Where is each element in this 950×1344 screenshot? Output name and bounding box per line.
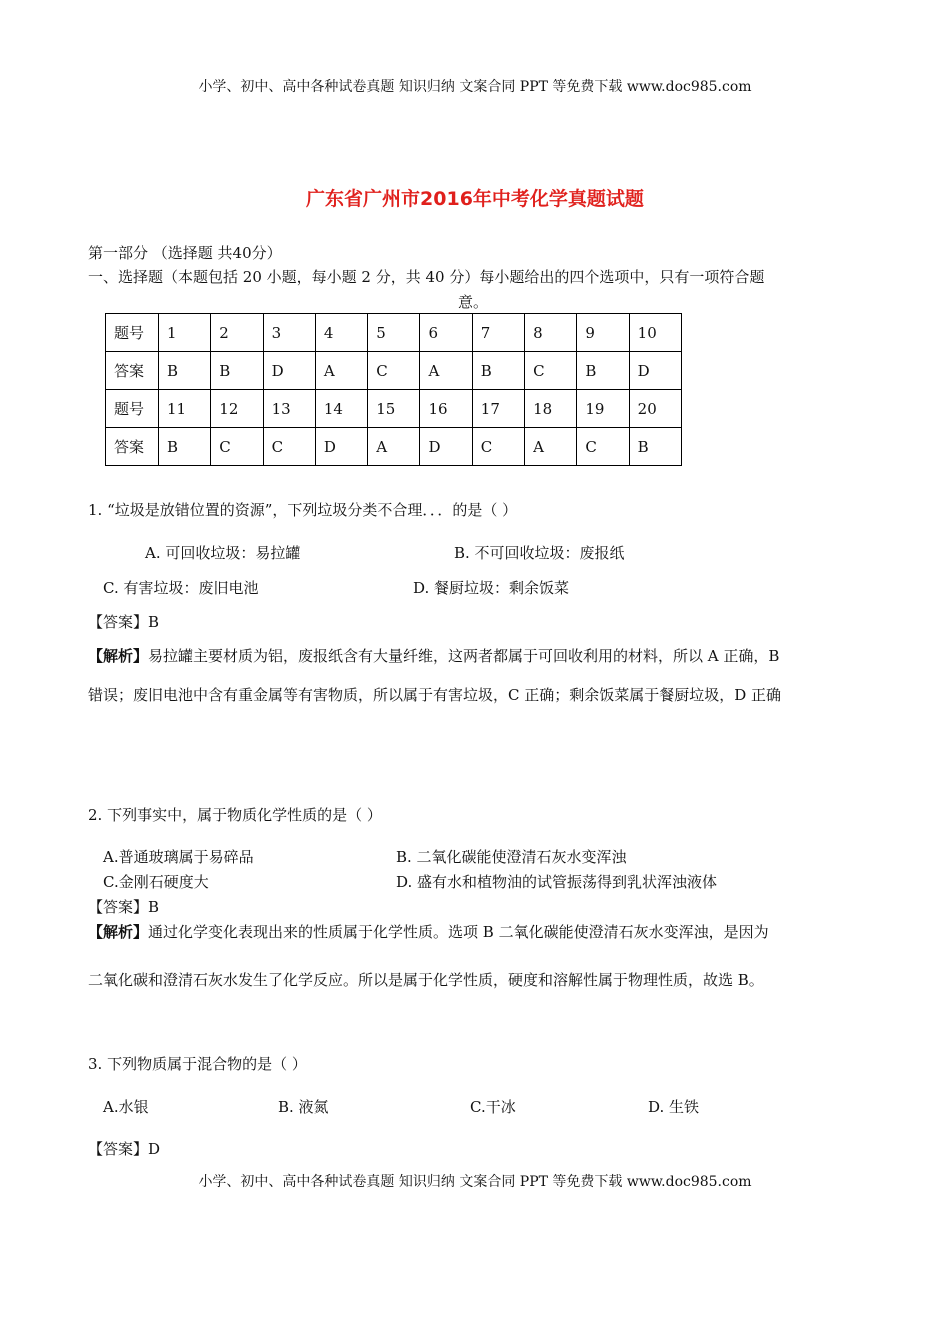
table-cell: 10 bbox=[629, 314, 681, 352]
q1-answer: 【答案】B bbox=[88, 613, 160, 631]
table-cell: 15 bbox=[368, 390, 420, 428]
q3-option-a: A.水银 bbox=[103, 1098, 149, 1116]
q3-option-b: B. 液氮 bbox=[278, 1098, 329, 1116]
table-cell: 1 bbox=[159, 314, 211, 352]
section-instruction: 一、选择题（本题包括 20 小题，每小题 2 分，共 40 分）每小题给出的四个选项中，只有一项符合题 bbox=[88, 268, 765, 286]
table-cell: 12 bbox=[211, 390, 263, 428]
table-cell: A bbox=[525, 428, 577, 466]
table-row-label: 题号 bbox=[106, 390, 159, 428]
table-cell: A bbox=[368, 428, 420, 466]
q1-option-b: B. 不可回收垃圾：废报纸 bbox=[454, 544, 625, 562]
q1-option-a: A. 可回收垃圾：易拉罐 bbox=[145, 544, 301, 562]
table-cell: C bbox=[211, 428, 263, 466]
q3-option-d: D. 生铁 bbox=[648, 1098, 700, 1116]
q1-analysis-text1: 易拉罐主要材质为铝，废报纸含有大量纤维，这两者都属于可回收利用的材料，所以 A 正确，B bbox=[148, 647, 780, 665]
table-cell: 5 bbox=[368, 314, 420, 352]
table-cell: 16 bbox=[420, 390, 472, 428]
table-cell: D bbox=[629, 352, 681, 390]
q2-analysis-text1: 通过化学变化表现出来的性质属于化学性质。选项 B 二氧化碳能使澄清石灰水变浑浊，是因为 bbox=[148, 923, 769, 941]
table-cell: C bbox=[472, 428, 524, 466]
table-cell: 19 bbox=[577, 390, 629, 428]
table-row bbox=[106, 352, 682, 390]
q1-option-d: D. 餐厨垃圾：剩余饭菜 bbox=[413, 579, 570, 597]
part-heading: 第一部分 （选择题 共40分） bbox=[88, 244, 282, 262]
table-cell: 9 bbox=[577, 314, 629, 352]
table-cell: 2 bbox=[211, 314, 263, 352]
table-row-label: 答案 bbox=[106, 352, 159, 390]
table-cell: 4 bbox=[315, 314, 367, 352]
section-instruction-cont: 意。 bbox=[458, 293, 489, 311]
table-cell: A bbox=[420, 352, 472, 390]
q1-analysis-line1 bbox=[88, 645, 779, 666]
table-cell: A bbox=[315, 352, 367, 390]
table-cell: B bbox=[577, 352, 629, 390]
table-cell: D bbox=[263, 352, 315, 390]
page-header: 小学、初中、高中各种试卷真题 知识归纳 文案合同 PPT 等免费下载 www.doc985.com bbox=[198, 79, 752, 95]
q3-stem: 3. 下列物质属于混合物的是（ ） bbox=[88, 1055, 307, 1073]
table-row bbox=[106, 428, 682, 466]
table-cell: 6 bbox=[420, 314, 472, 352]
answer-table bbox=[105, 313, 682, 466]
table-cell: B bbox=[159, 352, 211, 390]
table-cell: 18 bbox=[525, 390, 577, 428]
table-cell: D bbox=[315, 428, 367, 466]
table-cell: 20 bbox=[629, 390, 681, 428]
table-cell: B bbox=[472, 352, 524, 390]
q1-option-c: C. 有害垃圾：废旧电池 bbox=[103, 579, 259, 597]
q3-option-c: C.干冰 bbox=[470, 1098, 516, 1116]
q2-option-a: A.普通玻璃属于易碎品 bbox=[103, 848, 254, 866]
q2-option-c: C.金刚石硬度大 bbox=[103, 873, 209, 891]
table-cell: B bbox=[211, 352, 263, 390]
table-cell: D bbox=[420, 428, 472, 466]
table-cell: C bbox=[368, 352, 420, 390]
q2-option-b: B. 二氧化碳能使澄清石灰水变浑浊 bbox=[396, 848, 627, 866]
document-title: 广东省广州市2016年中考化学真题试题 bbox=[306, 188, 644, 210]
page-footer: 小学、初中、高中各种试卷真题 知识归纳 文案合同 PPT 等免费下载 www.doc985.com bbox=[198, 1174, 752, 1190]
q2-analysis-line2: 二氧化碳和澄清石灰水发生了化学反应。所以是属于化学性质，硬度和溶解性属于物理性质，故选 B。 bbox=[88, 971, 764, 989]
q1-analysis-tag: 【解析】 bbox=[88, 647, 149, 665]
table-cell: 14 bbox=[315, 390, 367, 428]
table-cell: C bbox=[263, 428, 315, 466]
table-cell: 8 bbox=[525, 314, 577, 352]
table-cell: 11 bbox=[159, 390, 211, 428]
table-row-label: 题号 bbox=[106, 314, 159, 352]
table-cell: 13 bbox=[263, 390, 315, 428]
table-row bbox=[106, 314, 682, 352]
q2-analysis-line1 bbox=[88, 921, 769, 942]
table-cell: B bbox=[629, 428, 681, 466]
table-cell: B bbox=[159, 428, 211, 466]
q1-stem: 1. “垃圾是放错位置的资源”，下列垃圾分类不合理．．．的是（ ） bbox=[88, 501, 518, 519]
table-cell: 17 bbox=[472, 390, 524, 428]
table-row-label: 答案 bbox=[106, 428, 159, 466]
table-cell: 3 bbox=[263, 314, 315, 352]
q2-option-d: D. 盛有水和植物油的试管振荡得到乳状浑浊液体 bbox=[396, 873, 718, 891]
q2-stem: 2. 下列事实中，属于物质化学性质的是（ ） bbox=[88, 806, 382, 824]
q2-analysis-tag: 【解析】 bbox=[88, 923, 149, 941]
q3-answer: 【答案】D bbox=[88, 1140, 161, 1158]
table-cell: C bbox=[525, 352, 577, 390]
table-cell: C bbox=[577, 428, 629, 466]
table-row bbox=[106, 390, 682, 428]
table-cell: 7 bbox=[472, 314, 524, 352]
q1-analysis-line2: 错误；废旧电池中含有重金属等有害物质，所以属于有害垃圾，C 正确；剩余饭菜属于餐厨垃圾，D 正确 bbox=[88, 686, 782, 704]
q2-answer: 【答案】B bbox=[88, 898, 160, 916]
